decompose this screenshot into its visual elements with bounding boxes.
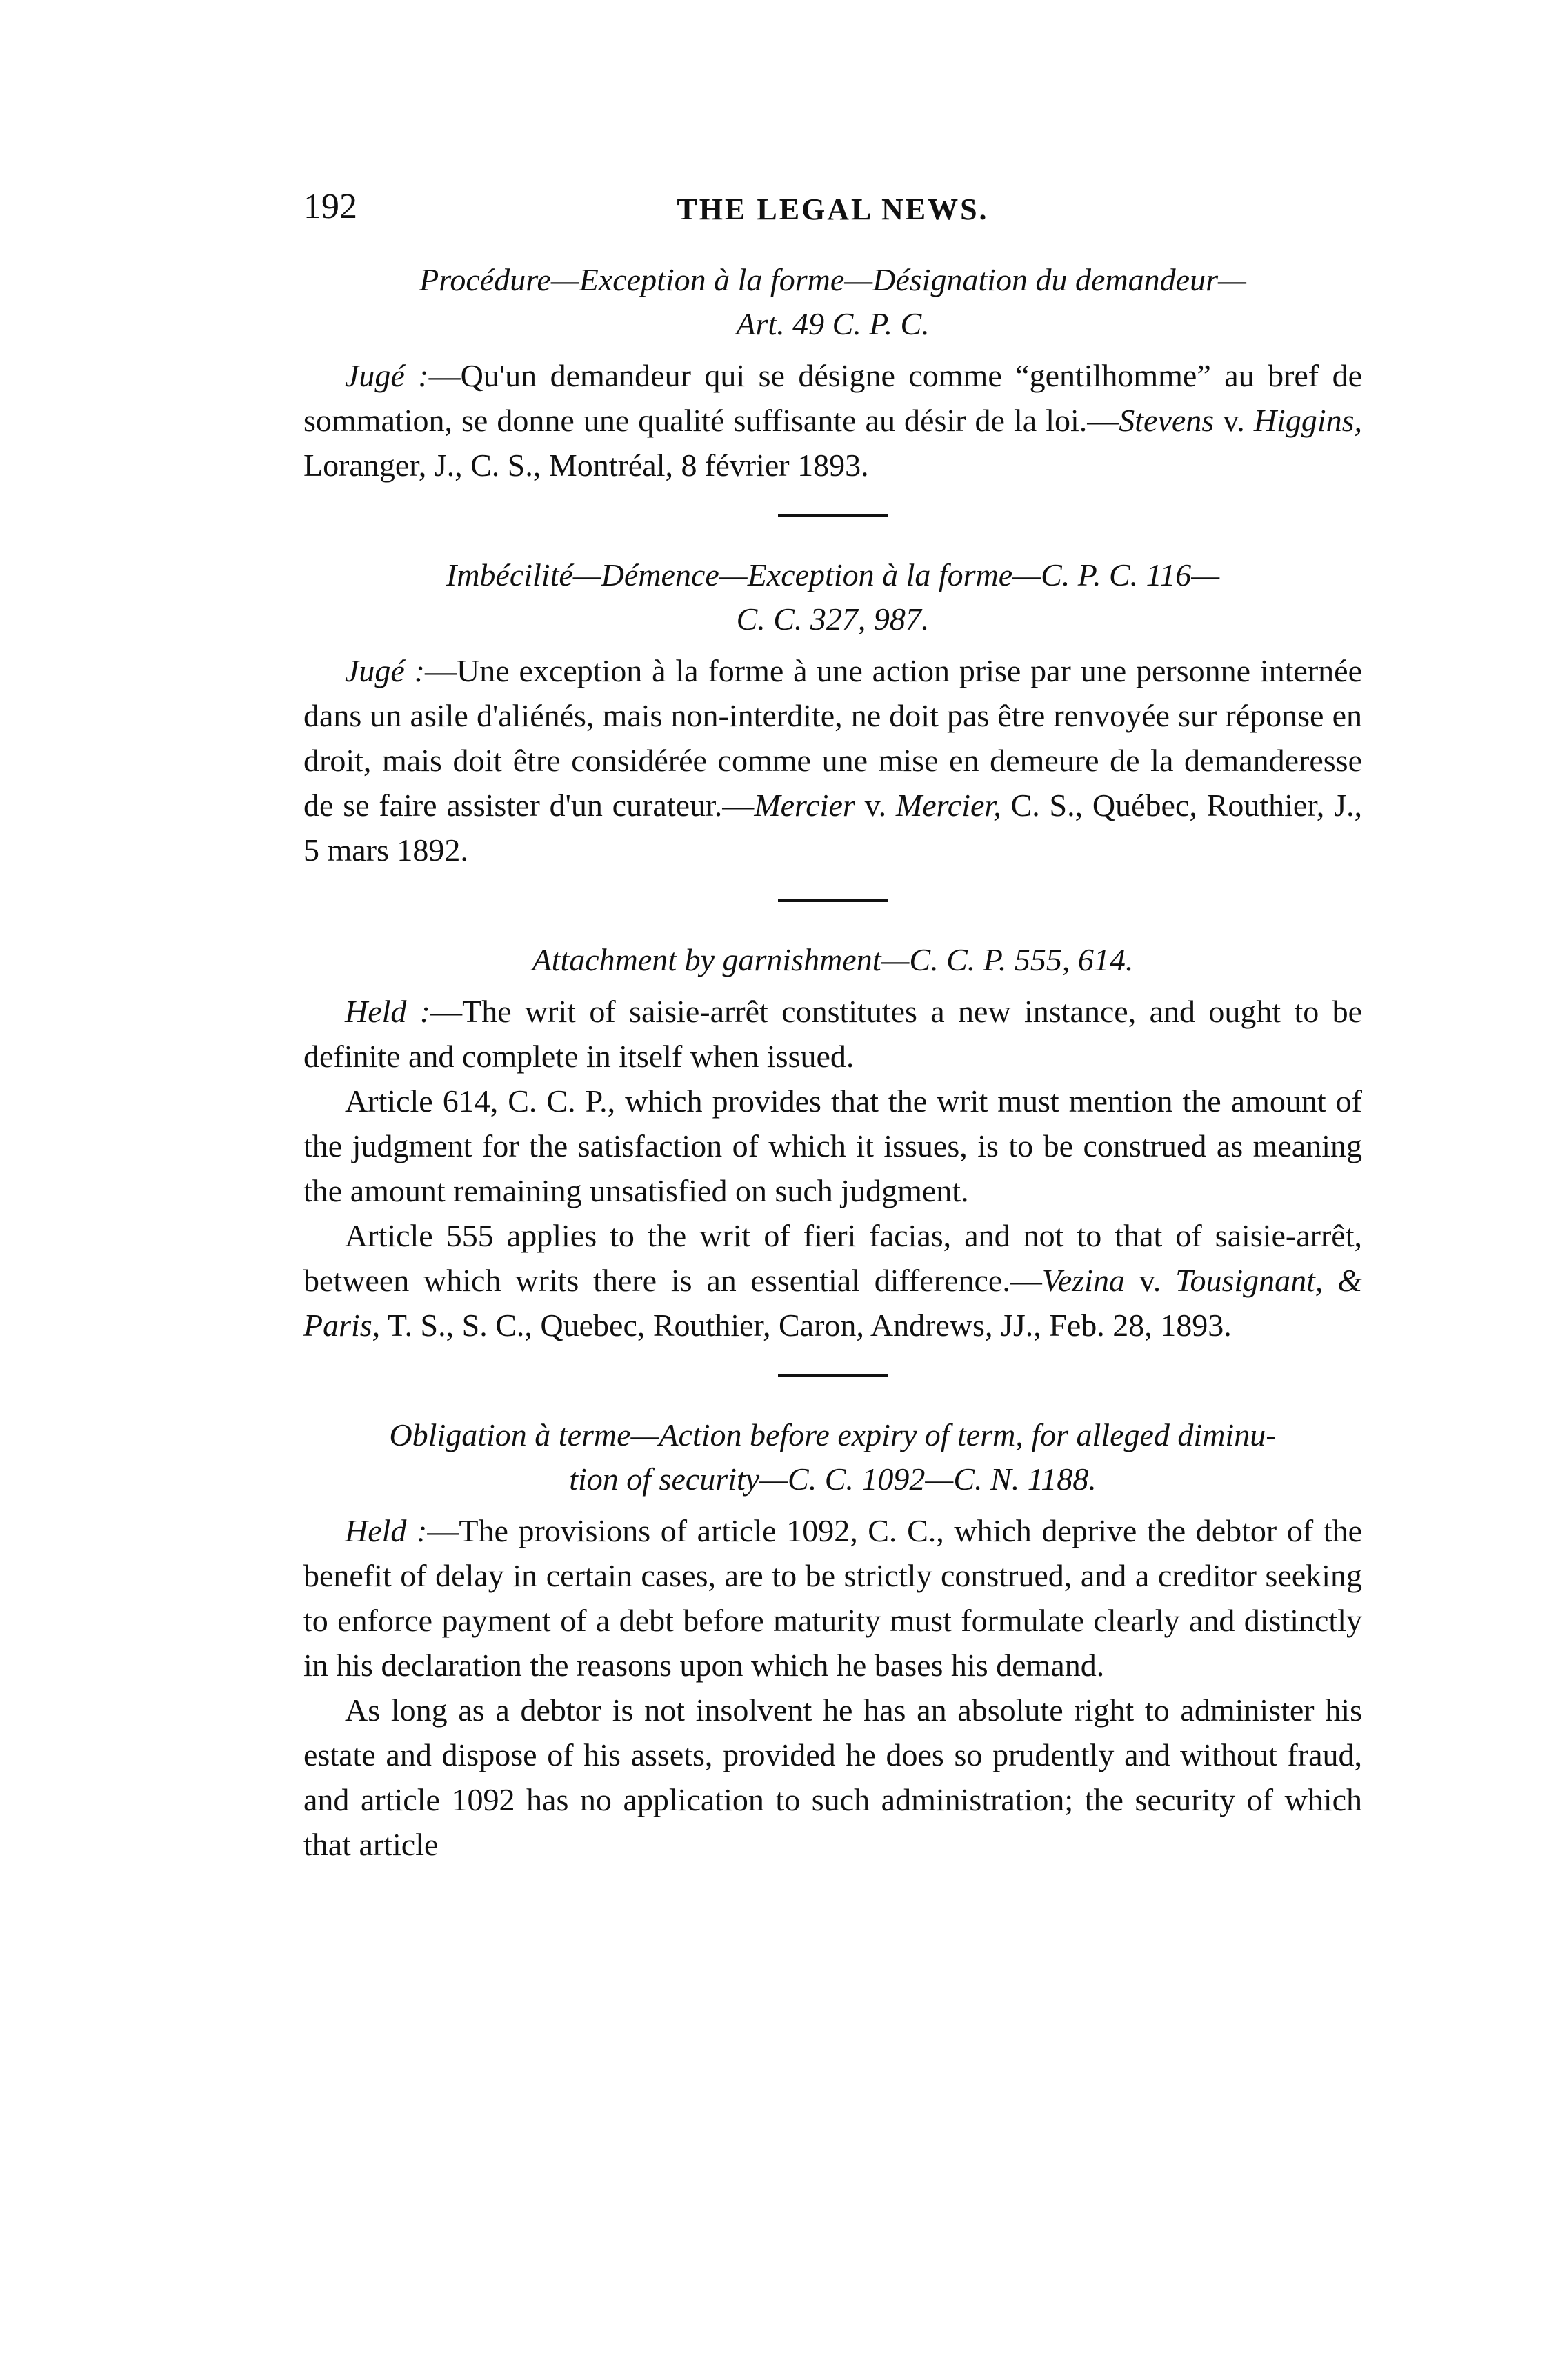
case-heading — [303, 938, 1362, 982]
case-paragraph — [303, 1508, 1362, 1688]
party-name: Mercier — [754, 788, 855, 823]
ruling-text: Article 555 applies to the writ of fieri facias, and not to that of saisie-arrêt, between which writs there is an essential difference.— — [303, 1218, 1362, 1298]
heading-line: Obligation à terme—Action before expiry of term, for alleged diminu- — [389, 1417, 1277, 1452]
case-paragraph — [303, 648, 1362, 872]
journal-title: THE LEGAL NEWS. — [677, 192, 989, 226]
case-paragraph — [303, 989, 1362, 1079]
party-name: Stevens — [1119, 403, 1215, 438]
page-number: 192 — [303, 187, 357, 226]
case-note-2 — [303, 553, 1362, 872]
versus: v. — [855, 788, 896, 823]
heading-line: C. C. 327, 987. — [736, 601, 930, 637]
ruling-text: —Qu'un demandeur qui se désigne comme “gentilhomme” au bref de sommation, se donne une qualité suffisante au désir de la loi.— — [303, 358, 1362, 438]
case-note-3 — [303, 938, 1362, 1348]
heading-line: Art. 49 C. P. C. — [736, 306, 930, 341]
page — [303, 186, 1362, 1867]
ruling-lead: Held : — [345, 994, 431, 1029]
heading-line: Attachment by garnishment—C. C. P. 555, 614. — [532, 942, 1134, 977]
citation-tail: Loranger, J., C. S., Montréal, 8 février 1893. — [303, 448, 869, 483]
ruling-text: —The writ of saisie-arrêt constitutes a new instance, and ought to be definite and complete in itself when issued. — [303, 994, 1362, 1074]
case-heading — [303, 258, 1362, 346]
ruling-lead: Jugé : — [345, 358, 429, 393]
case-paragraph: Article 614, C. C. P., which provides that the writ must mention the amount of the judgment for the satisfaction of which it issues, is to be construed as meaning the amount remaining unsatisfied on such judgment. — [303, 1083, 1362, 1208]
case-paragraph: As long as a debtor is not insolvent he has an absolute right to administer his estate and dispose of his assets, provided he does so prudently and without fraud, and article 1092 has no application to such administration; the security of which that article — [303, 1692, 1362, 1862]
heading-line: Imbécilité—Démence—Exception à la forme—C. P. C. 116— — [446, 557, 1220, 592]
section-divider — [778, 1374, 888, 1377]
case-note-1 — [303, 258, 1362, 488]
heading-line: tion of security—C. C. 1092—C. N. 1188. — [569, 1461, 1097, 1497]
versus: v. — [1124, 1263, 1176, 1298]
case-paragraph — [303, 353, 1362, 488]
case-heading — [303, 553, 1362, 641]
ruling-lead: Held : — [345, 1513, 428, 1548]
case-paragraph — [303, 1213, 1362, 1348]
section-divider — [778, 899, 888, 902]
section-divider — [778, 514, 888, 517]
versus: v. — [1214, 403, 1254, 438]
ruling-text: —The provisions of article 1092, C. C., which deprive the debtor of the benefit of delay in certain cases, are to be strictly construed, and a creditor seeking to enforce payment of a debt before maturity must formulate clearly and distinctly in his declaration the reasons upon which he bases his demand. — [303, 1513, 1362, 1683]
heading-line: Procédure—Exception à la forme—Désignation du demandeur— — [419, 262, 1246, 297]
party-name: Mercier, — [895, 788, 1001, 823]
ruling-text: —Une exception à la forme à une action prise par une personne internée dans un asile d'aliénés, mais non-interdite, ne doit pas être renvoyée sur réponse en droit, mais doit être considérée comme une mise en demeure de la demanderesse de se faire assister d'un curateur.— — [303, 653, 1362, 823]
case-note-4 — [303, 1413, 1362, 1867]
party-name: Vezina — [1041, 1263, 1125, 1298]
case-heading — [303, 1413, 1362, 1501]
ruling-lead: Jugé : — [345, 653, 425, 688]
citation-tail: C. S., Québec, Routhier, J., 5 mars 1892. — [303, 788, 1362, 868]
party-name: Higgins, — [1253, 403, 1362, 438]
citation-tail: T. S., S. C., Quebec, Routhier, Caron, Andrews, JJ., Feb. 28, 1893. — [380, 1308, 1232, 1343]
party-name: Tousignant, & Paris, — [303, 1263, 1363, 1343]
running-head — [303, 186, 1362, 234]
